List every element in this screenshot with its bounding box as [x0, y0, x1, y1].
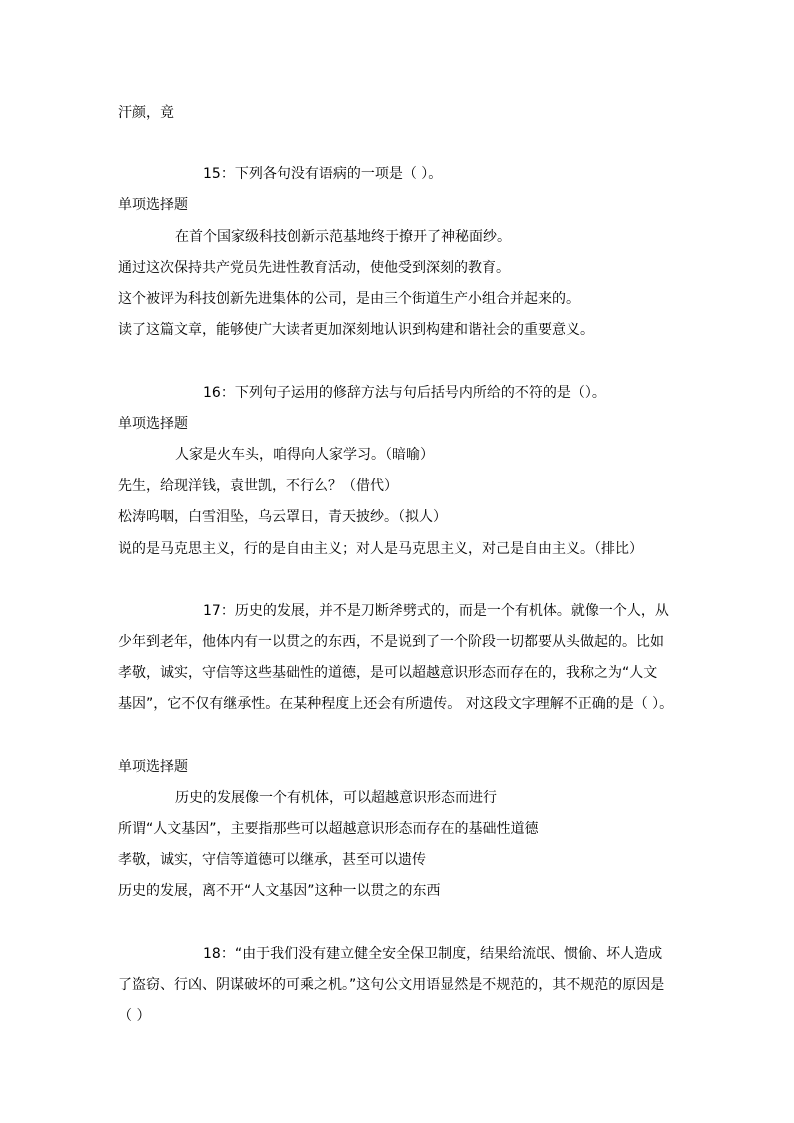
- question-type: 单项选择题: [118, 759, 188, 775]
- option: 在首个国家级科技创新示范基地终于撩开了神秘面纱。: [175, 229, 511, 245]
- option: 历史的发展，离不开“人文基因”这种一以贯之的东西: [118, 883, 441, 899]
- option: 松涛呜咽，白雪泪坠，乌云罩日，青天披纱。（拟人）: [118, 509, 447, 525]
- option: 历史的发展像一个有机体，可以超越意识形态而进行: [175, 790, 497, 806]
- option: 说的是马克思主义，行的是自由主义；对人是马克思主义，对己是自由主义。（排比）: [118, 541, 643, 557]
- question-stem-line: 17：历史的发展，并不是刀断斧劈式的，而是一个有机体。就像一个人，从: [203, 603, 669, 619]
- option: 人家是火车头，咱得向人家学习。（暗喻）: [175, 447, 434, 463]
- question-stem-line: 孝敬，诚实，守信等这些基础性的道德，是可以超越意识形态而存在的，我称之为“人文: [118, 665, 658, 681]
- question-stem-line: 少年到老年，他体内有一以贯之的东西，不是说到了一个阶段一切都要从头做起的。比如: [118, 634, 664, 650]
- question-stem: 16：下列句子运用的修辞方法与句后括号内所给的不符的是（）。: [203, 385, 606, 401]
- option: 所谓“人文基因”，主要指那些可以超越意识形态而存在的基础性道德: [118, 821, 539, 837]
- option: 先生，给现洋钱，袁世凯，不行么？（借代）: [118, 478, 398, 494]
- question-type: 单项选择题: [118, 416, 188, 432]
- question-stem-line: 了盗窃、行凶、阴谋破坏的可乘之机。”这句公文用语显然是不规范的，其不规范的原因是: [118, 977, 665, 993]
- question-stem: 15：下列各句没有语病的一项是（ ）。: [203, 166, 443, 182]
- option: 读了这篇文章，能够使广大读者更加深刻地认识到构建和谐社会的重要意义。: [118, 322, 594, 338]
- option: 孝敬，诚实，守信等道德可以继承，甚至可以遗传: [118, 852, 426, 868]
- question-stem-line: 18：“由于我们没有建立健全安全保卫制度，结果给流氓、惯偷、坏人造成: [203, 946, 663, 962]
- question-type: 单项选择题: [118, 197, 188, 213]
- top-fragment: 汗颜，竟: [118, 105, 174, 121]
- question-stem-line: 基因”，它不仅有继承性。在某种程度上还会有所遗传。 对这段文字理解不正确的是（ ）。: [118, 696, 674, 712]
- question-stem-line: （ ）: [118, 1008, 151, 1024]
- option: 这个被评为科技创新先进集体的公司，是由三个街道生产小组合并起来的。: [118, 291, 580, 307]
- option: 通过这次保持共产党员先进性教育活动，使他受到深刻的教育。: [118, 260, 510, 276]
